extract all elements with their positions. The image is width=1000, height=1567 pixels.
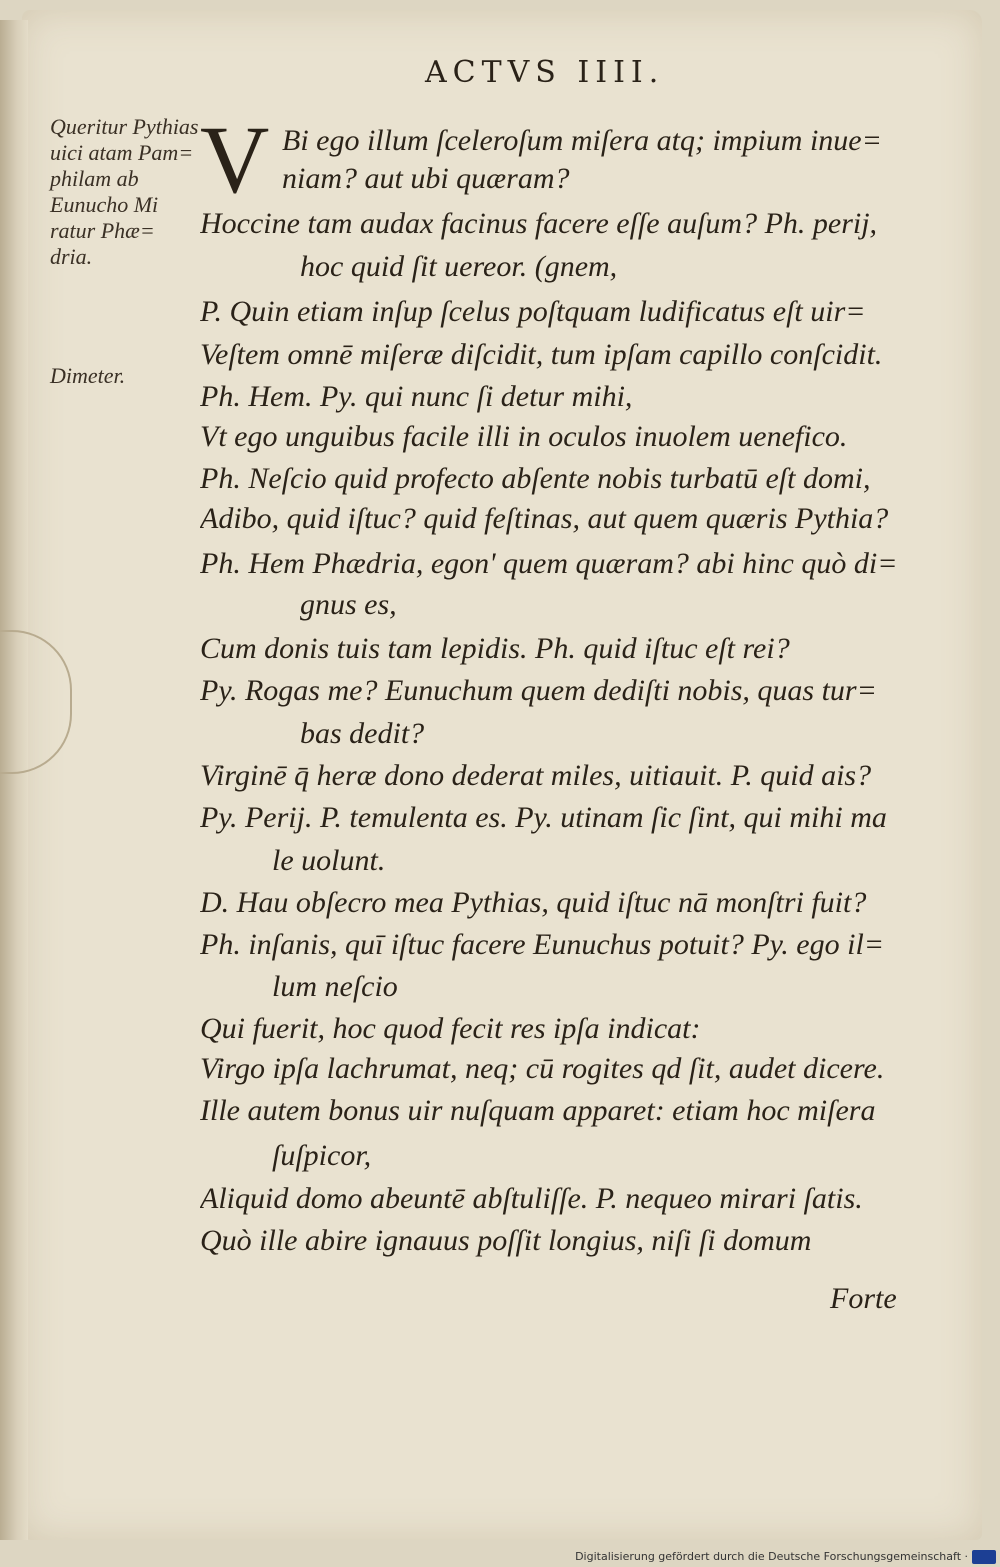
verse-line: Virginē q̄ heræ dono dederat miles, uitiauit. P. quid ais? <box>200 759 872 792</box>
verse-line: ſuſpicor, <box>272 1139 372 1172</box>
margin-note-meter: Dimeter. <box>50 363 126 388</box>
verse-line: D. Hau obſecro mea Pythias, quid iſtuc nā monſtri fuit? <box>200 886 867 919</box>
verse-line: Ph. inſanis, quī iſtuc facere Eunuchus potuit? Py. ego il= <box>200 928 885 961</box>
digitization-credit: Digitalisierung gefördert durch die Deutsche Forschungsgemeinschaft · <box>575 1550 968 1563</box>
verse-line: Ph. Hem Phædria, egon' quem quæram? abi hinc quò di= <box>200 547 898 580</box>
verse-line: Virgo ipſa lachrumat, neq; cū rogites qd ſit, audet dicere. <box>200 1052 885 1085</box>
verse-line: lum neſcio <box>272 970 398 1003</box>
verse-line: Bi ego illum ſceleroſum miſera atq; impium inue= <box>282 124 882 157</box>
verse-line: Py. Rogas me? Eunuchum quem dediſti nobis, quas tur= <box>200 674 877 707</box>
page-edge <box>0 20 28 1540</box>
verse-line: Veſtem omnē miſeræ diſcidit, tum ipſam capillo conſcidit. <box>200 338 883 371</box>
verse-line: Hoccine tam audax facinus facere eſſe auſum? Ph. perij, <box>200 207 878 240</box>
verse-line: Adibo, quid iſtuc? quid feſtinas, aut quem quæris Pythia? <box>200 502 889 535</box>
running-head: ACTVS IIII. <box>425 55 665 90</box>
verse-line: Cum donis tuis tam lepidis. Ph. quid iſtuc eſt rei? <box>200 632 790 665</box>
verse-line: Quò ille abire ignauus poſſit longius, niſi ſi domum <box>200 1224 812 1257</box>
verse-line: P. Quin etiam inſup ſcelus poſtquam ludificatus eſt uir= <box>200 295 866 328</box>
margin-note-argument: Queritur Pythias uici atam Pam= philam ab Eunucho Mi ratur Phæ= dria. <box>50 114 199 269</box>
verse-line: niam? aut ubi quæram? <box>282 162 570 195</box>
verse-line: Ille autem bonus uir nuſquam apparet: etiam hoc miſera <box>200 1094 876 1127</box>
verse-line: Vt ego unguibus facile illi in oculos inuolem uenefico. <box>200 420 848 453</box>
verse-line: le uolunt. <box>272 844 386 877</box>
verse-line: gnus es, <box>300 588 397 621</box>
verse-line: Qui fuerit, hoc quod fecit res ipſa indicat: <box>200 1012 701 1045</box>
verse-line: Aliquid domo abeuntē abſtuliſſe. P. nequeo mirari ſatis. <box>200 1182 863 1215</box>
verse-line: hoc quid ſit uereor. (gnem, <box>300 250 618 283</box>
drop-cap: V <box>200 106 270 213</box>
catchword: Forte <box>830 1282 897 1315</box>
dfg-logo-icon <box>972 1550 996 1564</box>
verse-line: Py. Perij. P. temulenta es. Py. utinam ſic ſint, qui mihi ma <box>200 801 887 834</box>
verse-line: bas dedit? <box>300 717 425 750</box>
verse-line: Ph. Hem. Py. qui nunc ſi detur mihi, <box>200 380 633 413</box>
verse-line: Ph. Neſcio quid profecto abſente nobis turbatū eſt domi, <box>200 462 871 495</box>
